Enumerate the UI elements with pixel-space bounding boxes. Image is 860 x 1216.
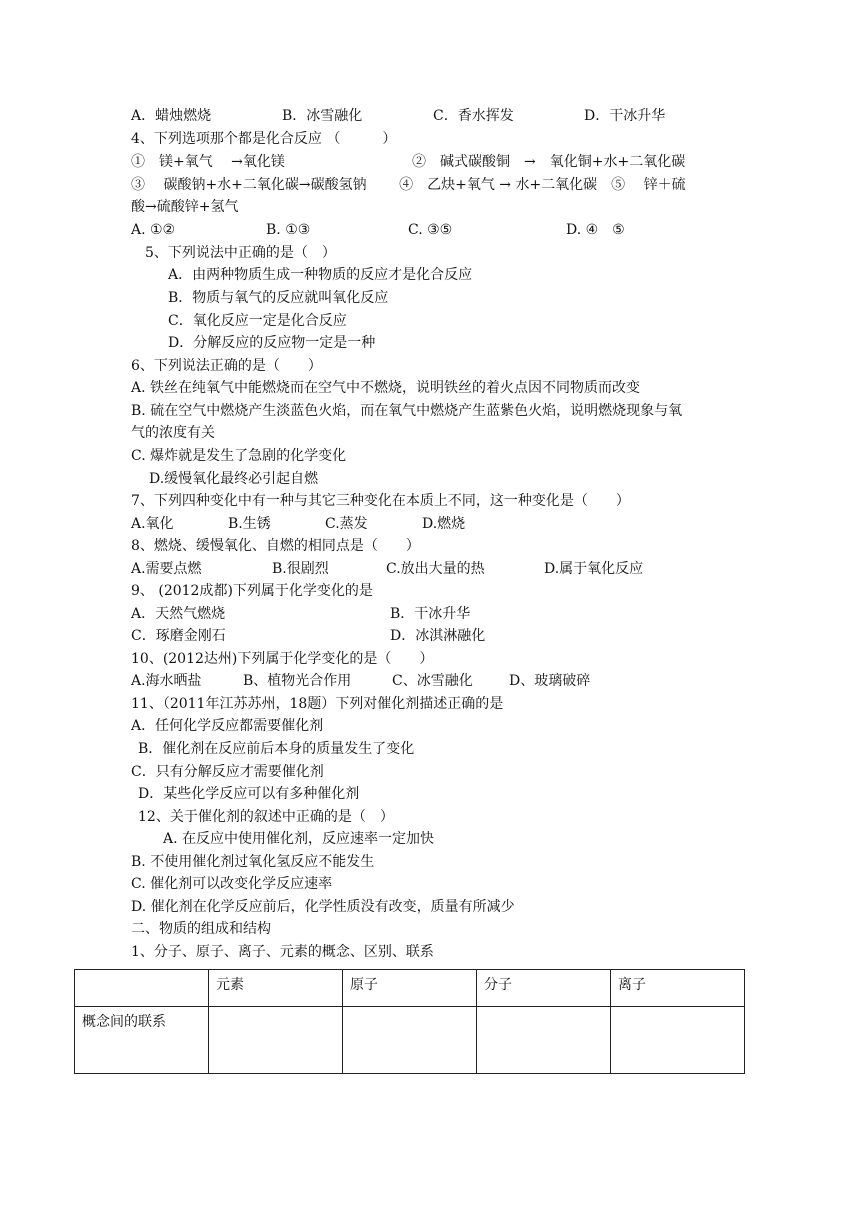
table-cell-ion[interactable] (611, 1007, 745, 1074)
q4-option-c: C. ③⑤ (408, 222, 453, 238)
q6-stem: 6、下列说法正确的是（ ） (131, 358, 322, 374)
q7-option-b: B.生锈 (228, 516, 271, 532)
q8-stem: 8、燃烧、缓慢氧化、自燃的相同点是（ ） (131, 538, 420, 554)
q7-option-d: D.燃烧 (422, 516, 466, 532)
q11-option-c: C．只有分解反应才需要催化剂 (131, 764, 324, 780)
q10-option-a: A.海水晒盐 (131, 673, 202, 689)
q11-option-d: D．某些化学反应可以有多种催化剂 (138, 786, 360, 802)
q10-option-b: B、植物光合作用 (243, 673, 352, 689)
q9-option-d: D．冰淇淋融化 (390, 628, 486, 644)
q4-option-b: B. ①③ (266, 222, 311, 238)
q6-option-a: A. 铁丝在纯氧气中能燃烧而在空气中不燃烧，说明铁丝的着火点因不同物质而改变 (131, 380, 641, 396)
q5-option-a: A．由两种物质生成一种物质的反应才是化合反应 (168, 267, 473, 283)
table-row-label: 概念间的联系 (75, 1007, 209, 1074)
table-cell-molecule[interactable] (477, 1007, 611, 1074)
q6-option-d: D.缓慢氧化最终必引起自燃 (149, 471, 319, 487)
q10-option-c: C、冰雪融化 (392, 673, 473, 689)
q4-line3: 酸→硫酸锌+氢气 (131, 199, 239, 215)
table-header-molecule: 分子 (477, 970, 611, 1007)
q5-option-b: B．物质与氧气的反应就叫氧化反应 (168, 290, 389, 306)
q4-line2: ③ 碳酸钠+水+二氧化碳→碳酸氢钠 ④ 乙炔+氧气 → 水+二氧化碳 ⑤ 锌＋硫 (131, 177, 686, 193)
table-header-element: 元素 (209, 970, 343, 1007)
q10-stem: 10、(2012达州)下列属于化学变化的是（ ） (131, 651, 434, 667)
q6-option-b-line1: B. 硫在空气中燃烧产生淡蓝色火焰，而在氧气中燃烧产生蓝紫色火焰，说明燃烧现象与氧 (131, 403, 683, 419)
q11-stem: 11、（2011年江苏苏州，18题）下列对催化剂描述正确的是 (131, 696, 504, 712)
table-header-cell-empty (75, 970, 209, 1007)
q8-option-a: A.需要点燃 (131, 561, 202, 577)
q12-option-d: D. 催化剂在化学反应前后，化学性质没有改变，质量有所减少 (131, 899, 515, 915)
table-row (75, 1007, 745, 1074)
q12-stem: 12、关于催化剂的叙述中正确的是（ ） (138, 809, 394, 825)
table-header-ion: 离子 (611, 970, 745, 1007)
q11-option-b: B．催化剂在反应前后本身的质量发生了变化 (138, 741, 415, 757)
q3-option-b: B．冰雪融化 (282, 108, 363, 124)
q11-option-a: A．任何化学反应都需要催化剂 (131, 718, 324, 734)
q7-stem: 7、下列四种变化中有一种与其它三种变化在本质上不同，这一种变化是（ ） (131, 493, 630, 509)
concept-table (74, 969, 745, 1074)
q8-option-b: B.很剧烈 (272, 561, 329, 577)
table-header-row (75, 970, 745, 1007)
q5-option-c: C．氧化反应一定是化合反应 (168, 313, 347, 329)
table-cell-element[interactable] (209, 1007, 343, 1074)
q5-stem: 5、下列说法中正确的是（ ） (145, 245, 336, 261)
q4-stem: 4、下列选项那个都是化合反应 （ ） (131, 131, 397, 147)
q4-item-1: ① 镁+氧气 →氧化镁 (131, 154, 285, 170)
table-cell-atom[interactable] (343, 1007, 477, 1074)
section-title: 二、物质的组成和结构 (131, 921, 271, 937)
q8-option-c: C.放出大量的热 (386, 561, 485, 577)
q4-option-a: A. ①② (131, 222, 176, 238)
q6-option-b-line2: 气的浓度有关 (131, 425, 215, 441)
q7-option-c: C.蒸发 (325, 516, 368, 532)
q8-option-d: D.属于氧化反应 (544, 561, 644, 577)
q4-option-d: D. ④ ⑤ (566, 222, 625, 238)
table-header-atom: 原子 (343, 970, 477, 1007)
q3-option-d: D．干冰升华 (584, 108, 666, 124)
q5-option-d: D．分解反应的反应物一定是一种 (168, 335, 376, 351)
q3-option-a: A．蜡烛燃烧 (131, 108, 212, 124)
section-item-1: 1、分子、原子、离子、元素的概念、区别、联系 (131, 944, 434, 960)
q12-option-c: C. 催化剂可以改变化学反应速率 (131, 876, 333, 892)
q3-option-c: C．香水挥发 (433, 108, 514, 124)
q12-option-a: A. 在反应中使用催化剂，反应速率一定加快 (163, 831, 435, 847)
q10-option-d: D、玻璃破碎 (509, 673, 591, 689)
q9-option-b: B．干冰升华 (390, 606, 471, 622)
q7-option-a: A.氧化 (131, 516, 174, 532)
q9-stem: 9、 (2012成都)下列属于化学变化的是 (131, 583, 373, 599)
q6-option-c: C. 爆炸就是发生了急剧的化学变化 (131, 448, 347, 464)
q12-option-b: B. 不使用催化剂过氧化氢反应不能发生 (131, 854, 375, 870)
q9-option-c: C．琢磨金刚石 (131, 628, 226, 644)
q4-item-2: ② 碱式碳酸铜 → 氧化铜+水+二氧化碳 (412, 154, 686, 170)
q9-option-a: A．天然气燃烧 (131, 606, 226, 622)
